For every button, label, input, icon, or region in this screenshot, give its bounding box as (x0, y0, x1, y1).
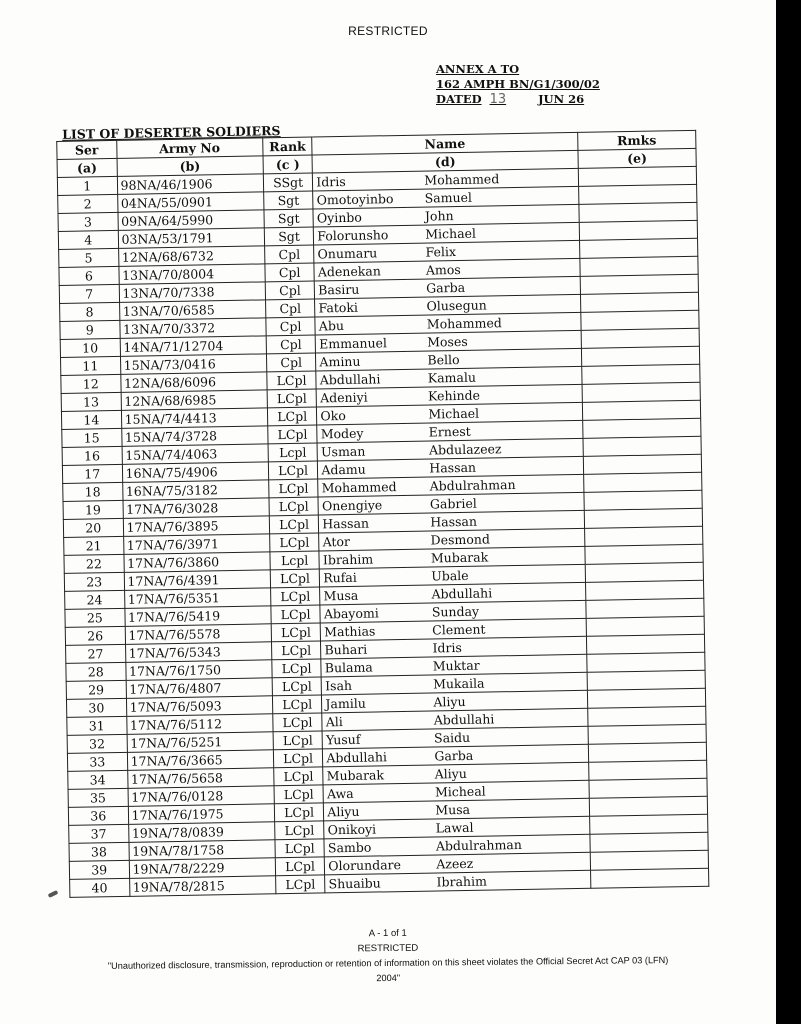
cell-army-no: 03NA/53/1791 (118, 228, 265, 249)
cell-rmks (587, 652, 705, 672)
cell-rmks (589, 796, 707, 816)
cell-ser: 22 (64, 554, 124, 573)
cell-army-no: 98NA/46/1906 (117, 174, 264, 195)
cell-army-no: 15NA/74/3728 (121, 426, 268, 447)
cell-rank: LCpl (274, 785, 324, 804)
cell-ser: 40 (70, 878, 130, 897)
cell-rmks (583, 436, 701, 456)
cell-rank: Cpl (265, 281, 315, 300)
cell-rmks (586, 598, 704, 618)
last-name: Ibrahim (436, 873, 487, 889)
cell-army-no: 17NA/76/3971 (123, 534, 270, 555)
cell-army-no: 17NA/76/3028 (123, 498, 270, 519)
cell-rank: LCpl (268, 461, 318, 480)
cell-ser: 16 (62, 446, 122, 465)
cell-rank: LCpl (274, 803, 324, 822)
dated-label: DATED (436, 92, 482, 106)
first-name: Musa (323, 587, 359, 603)
cell-army-no: 17NA/76/5419 (124, 606, 271, 627)
last-name: Gabriel (429, 495, 477, 512)
cell-rmks (587, 688, 705, 708)
first-name: Onengiye (321, 496, 383, 513)
first-name: Oyinbo (316, 209, 362, 225)
last-name: Saidu (433, 729, 471, 745)
cell-ser: 13 (61, 392, 121, 411)
cell-rank: LCpl (272, 659, 322, 678)
last-name: Aliyu (434, 765, 467, 781)
cell-rank: LCpl (275, 857, 325, 876)
cell-army-no: 13NA/70/7338 (119, 282, 266, 303)
cell-army-no: 17NA/76/5093 (126, 696, 273, 717)
cell-rmks (589, 814, 707, 834)
header-classification: RESTRICTED (348, 24, 428, 38)
last-name: Hassan (429, 459, 477, 476)
first-name: Usman (320, 443, 366, 459)
cell-rank: LCpl (267, 389, 317, 408)
cell-rank: LCpl (275, 839, 325, 858)
subheader-ser: (a) (57, 158, 117, 177)
cell-ser: 29 (66, 680, 126, 699)
cell-rank: Sgt (264, 191, 314, 210)
first-name: Emmanuel (319, 334, 388, 351)
last-name: Musa (435, 801, 471, 817)
first-name: Mubarak (326, 766, 385, 783)
first-name: Folorunsho (317, 226, 389, 243)
cell-rank: Cpl (266, 353, 316, 372)
cell-army-no: 17NA/76/1975 (128, 804, 275, 825)
cell-rmks (590, 868, 708, 888)
cell-rank: Cpl (266, 317, 316, 336)
last-name: Garba (434, 747, 474, 763)
cell-rmks (582, 382, 700, 402)
cell-rank: Cpl (266, 335, 316, 354)
cell-ser: 8 (60, 302, 120, 321)
cell-rmks (580, 274, 698, 294)
cell-ser: 33 (67, 752, 127, 771)
cell-army-no: 17NA/76/5251 (127, 732, 274, 753)
cell-rmks (582, 364, 700, 384)
last-name: Michael (425, 225, 477, 242)
last-name: Abdullahi (433, 710, 495, 727)
cell-army-no: 13NA/70/8004 (118, 264, 265, 285)
cell-ser: 7 (59, 284, 119, 303)
first-name: Ator (322, 533, 351, 549)
last-name: Bello (427, 351, 460, 368)
cell-rank: Cpl (264, 245, 314, 264)
last-name: Hassan (430, 513, 478, 530)
last-name: Abdulrahman (429, 476, 516, 494)
first-name: Ali (325, 713, 343, 729)
last-name: Micheal (434, 783, 486, 799)
cell-rmks (578, 184, 696, 204)
last-name: Mubarak (430, 549, 489, 566)
cell-army-no: 16NA/75/4906 (122, 462, 269, 483)
cell-ser: 14 (61, 410, 121, 429)
cell-rank: Lcpl (270, 551, 320, 570)
last-name: Olusegun (426, 297, 487, 314)
cell-rmks (583, 472, 701, 492)
cell-rank: SSgt (263, 173, 313, 192)
cell-rmks (582, 400, 700, 420)
cell-army-no: 19NA/78/2229 (129, 858, 276, 879)
subheader-name: (d) (312, 150, 578, 173)
annex-line1: ANNEX A TO (436, 62, 520, 76)
cell-army-no: 15NA/74/4063 (122, 444, 269, 465)
first-name: Shuaibu (328, 874, 381, 891)
cell-rank: Lcpl (268, 443, 318, 462)
cell-army-no: 09NA/64/5990 (118, 210, 265, 231)
cell-rank: LCpl (271, 641, 321, 660)
cell-rank: LCpl (267, 407, 317, 426)
cell-ser: 10 (60, 338, 120, 357)
first-name: Bulama (324, 659, 373, 675)
deserter-list (56, 117, 719, 898)
header-ser: Ser (57, 140, 117, 159)
last-name: Mohammed (424, 170, 500, 188)
first-name: Jamilu (325, 695, 366, 711)
cell-army-no: 17NA/76/4807 (126, 678, 273, 699)
cell-rank: LCpl (269, 479, 319, 498)
first-name: Adamu (321, 461, 366, 477)
last-name: Garba (426, 279, 466, 296)
last-name: Desmond (430, 530, 490, 548)
page-number: A - 1 of 1 (368, 927, 407, 940)
cell-rmks (590, 850, 708, 870)
cell-army-no: 14NA/71/12704 (120, 336, 267, 357)
cell-rmks (585, 580, 703, 600)
header-army-no: Army No (116, 138, 263, 159)
first-name: Ibrahim (322, 551, 374, 567)
cell-rmks (584, 526, 702, 546)
annex-dated (436, 92, 600, 107)
cell-ser: 2 (58, 194, 118, 213)
cell-ser: 20 (63, 518, 123, 537)
cell-ser: 35 (68, 788, 128, 807)
last-name: Samuel (424, 189, 473, 206)
cell-rmks (579, 238, 697, 258)
cell-army-no: 16NA/75/3182 (122, 480, 269, 501)
cell-ser: 31 (67, 716, 127, 735)
first-name: Idris (316, 173, 346, 189)
last-name: Aliyu (433, 693, 466, 709)
cell-rank: LCpl (273, 713, 323, 732)
cell-rmks (588, 724, 706, 744)
last-name: Azeez (436, 855, 474, 871)
cell-rank: LCpl (274, 767, 324, 786)
first-name: Abdullahi (319, 370, 381, 387)
cell-ser: 6 (59, 266, 119, 285)
cell-rank: LCpl (268, 425, 318, 444)
cell-rmks (588, 706, 706, 726)
secrecy-warning: "Unauthorized disclosure, transmission, reproduction or retention of information on this sheet violates the Official Secret Act CAP 03 (LFN) (107, 955, 669, 971)
cell-rmks (588, 760, 706, 780)
cell-rmks (580, 256, 698, 276)
last-name: Sunday (431, 603, 480, 620)
header-name: Name (312, 132, 578, 155)
last-name: Lawal (435, 819, 474, 835)
first-name: Basiru (318, 281, 360, 297)
cell-ser: 21 (64, 536, 124, 555)
cell-rank: LCpl (270, 569, 320, 588)
first-name: Abdullahi (326, 748, 388, 765)
cell-army-no: 19NA/78/2815 (129, 876, 276, 897)
cell-rank: Cpl (265, 263, 315, 282)
last-name: Abdulazeez (428, 440, 502, 458)
cell-army-no: 17NA/76/0128 (128, 786, 275, 807)
secrecy-warning-end: 2004" (376, 972, 401, 984)
cell-army-no: 12NA/68/6732 (118, 246, 265, 267)
cell-rank: LCpl (275, 821, 325, 840)
cell-ser: 26 (65, 626, 125, 645)
cell-rmks (580, 292, 698, 312)
header-rank: Rank (263, 137, 313, 156)
cell-rmks (583, 418, 701, 438)
cell-army-no: 17NA/76/3860 (123, 552, 270, 573)
first-name: Modey (320, 425, 364, 441)
last-name: Kehinde (427, 387, 481, 404)
first-name: Adenekan (317, 262, 381, 279)
first-name: Adeniyi (319, 389, 368, 405)
cell-army-no: 13NA/70/6585 (119, 300, 266, 321)
cell-army-no: 19NA/78/1758 (129, 840, 276, 861)
first-name: Sambo (327, 839, 372, 855)
cell-rmks (590, 832, 708, 852)
deserter-table (56, 130, 709, 898)
dated-day-handwritten: 13 (489, 92, 507, 107)
cell-ser: 9 (60, 320, 120, 339)
cell-ser: 1 (57, 176, 117, 195)
cell-rmks (581, 328, 699, 348)
cell-ser: 28 (66, 662, 126, 681)
first-name: Isah (324, 677, 353, 693)
last-name: Michael (428, 405, 480, 422)
cell-army-no: 17NA/76/4391 (124, 570, 271, 591)
cell-ser: 19 (63, 500, 123, 519)
cell-rank: LCpl (273, 731, 323, 750)
cell-ser: 3 (58, 212, 118, 231)
last-name: Abdullahi (431, 584, 493, 602)
cell-rmks (581, 346, 699, 366)
cell-army-no: 15NA/73/0416 (120, 354, 267, 375)
cell-rmks (586, 616, 704, 636)
cell-rmks (586, 634, 704, 654)
cell-army-no: 17NA/76/3895 (123, 516, 270, 537)
dated-month: JUN 26 (538, 92, 585, 106)
last-name: John (424, 207, 454, 224)
first-name: Abu (318, 317, 345, 333)
cell-ser: 27 (66, 644, 126, 663)
annex-line2: 162 AMPH BN/G1/300/02 (436, 77, 600, 91)
cell-army-no: 17NA/76/5351 (124, 588, 271, 609)
cell-rank: LCpl (271, 605, 321, 624)
first-name: Awa (326, 785, 354, 801)
cell-ser: 30 (66, 698, 126, 717)
cell-ser: 15 (62, 428, 122, 447)
first-name: Omotoyinbo (316, 190, 394, 207)
header-rmks: Rmks (577, 130, 695, 150)
cell-army-no: 19NA/78/0839 (128, 822, 275, 843)
cell-rmks (583, 454, 701, 474)
first-name: Oko (320, 407, 346, 423)
cell-ser: 32 (67, 734, 127, 753)
cell-rank: LCpl (275, 875, 325, 894)
last-name: Mukaila (432, 675, 485, 692)
last-name: Kamalu (427, 369, 477, 386)
cell-rank: LCpl (269, 515, 319, 534)
first-name: Buhari (324, 641, 368, 657)
cell-army-no: 12NA/68/6985 (121, 390, 268, 411)
cell-rank: Sgt (264, 227, 314, 246)
cell-rank: Cpl (265, 299, 315, 318)
cell-ser: 12 (61, 374, 121, 393)
cell-rank: LCpl (272, 695, 322, 714)
first-name: Hassan (322, 515, 370, 531)
cell-rank: LCpl (270, 587, 320, 606)
cell-ser: 36 (68, 806, 128, 825)
cell-ser: 34 (68, 770, 128, 789)
cell-army-no: 12NA/68/6096 (120, 372, 267, 393)
first-name: Fatoki (318, 299, 359, 315)
cell-rank: LCpl (269, 497, 319, 516)
cell-ser: 5 (59, 248, 119, 267)
cell-rmks (584, 508, 702, 528)
last-name: Mohammed (426, 314, 502, 332)
cell-ser: 37 (69, 824, 129, 843)
first-name: Yusuf (325, 731, 361, 747)
last-name: Felix (425, 243, 457, 260)
cell-ser: 17 (62, 464, 122, 483)
cell-rmks (578, 166, 696, 186)
cell-ser: 11 (61, 356, 121, 375)
last-name: Idris (432, 639, 462, 656)
cell-rank: LCpl (273, 749, 323, 768)
first-name: Rufai (323, 569, 357, 585)
cell-rmks (588, 742, 706, 762)
last-name: Abdulrahman (435, 836, 522, 853)
cell-army-no: 17NA/76/5578 (125, 624, 272, 645)
table-body (57, 166, 708, 897)
cell-ser: 18 (63, 482, 123, 501)
first-name: Onumaru (317, 244, 378, 261)
last-name: Ernest (428, 423, 471, 440)
first-name: Onikoyi (327, 821, 377, 837)
first-name: Mathias (324, 623, 376, 639)
cell-ser: 38 (69, 842, 129, 861)
cell-army-no: 13NA/70/3372 (119, 318, 266, 339)
cell-rmks (579, 220, 697, 240)
cell-ser: 25 (65, 608, 125, 627)
first-name: Abayomi (323, 604, 379, 621)
footer-classification: RESTRICTED (357, 942, 419, 955)
first-name: Aminu (319, 353, 361, 369)
cell-rmks (581, 310, 699, 330)
last-name: Amos (425, 261, 461, 278)
first-name: Aliyu (327, 803, 360, 819)
cell-rank: LCpl (267, 371, 317, 390)
cell-army-no: 17NA/76/5658 (127, 768, 274, 789)
table-title: LIST OF DESERTER SOLDIERS (61, 123, 281, 142)
cell-army-no: 04NA/55/0901 (117, 192, 264, 213)
cell-ser: 24 (65, 590, 125, 609)
subheader-army-no: (b) (117, 156, 264, 177)
last-name: Muktar (432, 657, 480, 674)
cell-name (325, 870, 591, 893)
cell-rmks (589, 778, 707, 798)
cell-rank: LCpl (272, 677, 322, 696)
subheader-rmks: (e) (578, 148, 696, 168)
last-name: Clement (432, 621, 486, 638)
cell-ser: 4 (58, 230, 118, 249)
cell-rmks (585, 544, 703, 564)
cell-rmks (584, 490, 702, 510)
last-name: Ubale (431, 567, 469, 584)
cell-ser: 39 (69, 860, 129, 879)
cell-rmks (579, 202, 697, 222)
cell-rmks (585, 562, 703, 582)
last-name: Moses (427, 333, 468, 350)
first-name: Olorundare (328, 856, 402, 873)
cell-rank: Sgt (264, 209, 314, 228)
cell-army-no: 17NA/76/1750 (125, 660, 272, 681)
cell-ser: 23 (64, 572, 124, 591)
cell-army-no: 17NA/76/3665 (127, 750, 274, 771)
cell-rank: LCpl (271, 623, 321, 642)
cell-rmks (587, 670, 705, 690)
cell-army-no: 17NA/76/5112 (126, 714, 273, 735)
cell-army-no: 15NA/74/4413 (121, 408, 268, 429)
cell-rank: LCpl (270, 533, 320, 552)
annex-reference (436, 62, 600, 107)
page-footer (0, 922, 776, 990)
ink-mark (48, 890, 59, 898)
subheader-rank: (c ) (263, 155, 313, 174)
cell-army-no: 17NA/76/5343 (125, 642, 272, 663)
first-name: Mohammed (321, 478, 397, 495)
